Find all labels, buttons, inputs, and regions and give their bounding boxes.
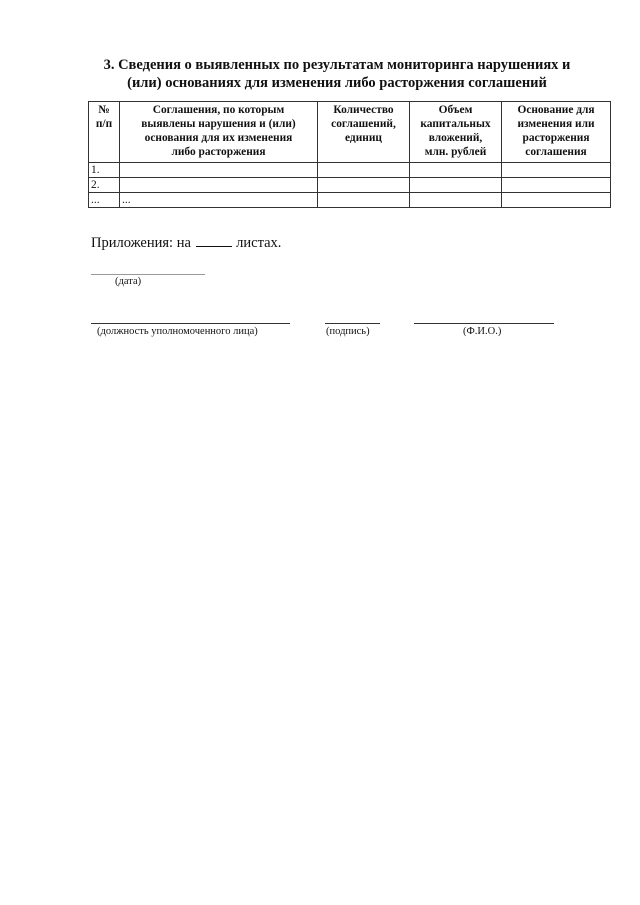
violations-table: [88, 101, 611, 208]
table-cell: [410, 163, 502, 178]
date-line: [91, 274, 205, 275]
table-cell: [410, 178, 502, 193]
table-cell: [502, 178, 611, 193]
section-title-line1: 3. Сведения о выявленных по результатам мониторинга нарушениях и: [103, 57, 571, 73]
position-caption: (должность уполномоченного лица): [97, 326, 258, 337]
table-cell: [318, 193, 410, 208]
position-line: [91, 323, 290, 324]
table-cell: ...: [89, 193, 120, 208]
table-cell: [318, 163, 410, 178]
table-cell: [120, 178, 318, 193]
appendix-suffix: листах.: [236, 235, 282, 251]
table-cell: [318, 178, 410, 193]
signature-line: [325, 323, 380, 324]
header-agreements: Соглашения, по которым выявлены нарушения и (или) основания для их изменения либо расторжения: [120, 102, 318, 163]
header-grounds: Основание для изменения или расторжения соглашения: [502, 102, 611, 163]
header-count: Количество соглашений, единиц: [318, 102, 410, 163]
table-cell: [410, 193, 502, 208]
appendix-prefix: Приложения: на: [91, 235, 191, 251]
table-cell: [502, 193, 611, 208]
table-row: [89, 163, 611, 178]
section-title: [72, 56, 602, 92]
table-cell: 2.: [89, 178, 120, 193]
header-investment: Объем капитальных вложений, млн. рублей: [410, 102, 502, 163]
header-number: № п/п: [89, 102, 120, 163]
table-cell: [120, 163, 318, 178]
table-cell: ...: [120, 193, 318, 208]
table-header-row: [89, 102, 611, 163]
date-caption: (дата): [115, 276, 142, 287]
appendix-pages-blank: [196, 234, 232, 247]
table-row: [89, 178, 611, 193]
table-row: [89, 193, 611, 208]
appendix-line: [91, 234, 281, 252]
name-caption: (Ф.И.О.): [463, 326, 502, 337]
table-cell: [502, 163, 611, 178]
signature-caption: (подпись): [326, 326, 370, 337]
name-line: [414, 323, 554, 324]
section-title-line2: (или) основаниях для изменения либо расторжения соглашений: [127, 75, 547, 91]
table-cell: 1.: [89, 163, 120, 178]
